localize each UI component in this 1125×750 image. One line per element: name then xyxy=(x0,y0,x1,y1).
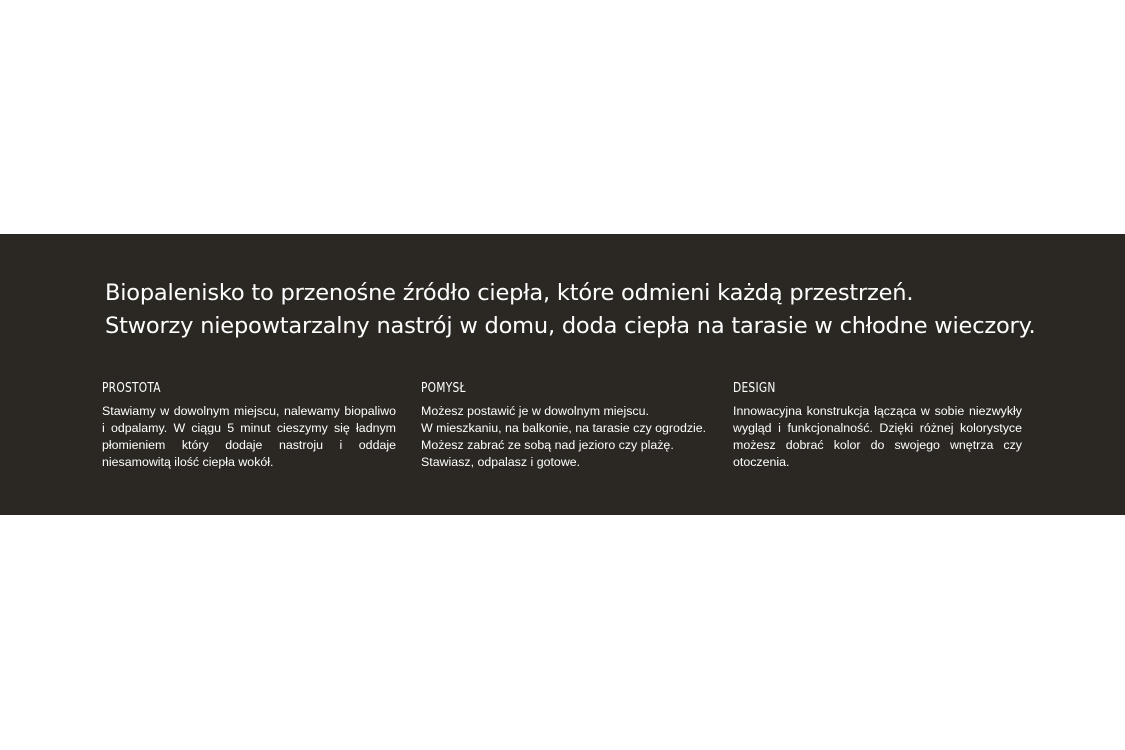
feature-title: POMYSŁ xyxy=(421,381,466,396)
headline-line-2: Stworzy niepowtarzalny nastrój w domu, doda ciepła na tarasie w chłodne wieczory. xyxy=(105,313,1036,339)
feature-text-line: W mieszkaniu, na balkonie, na tarasie czy ogrodzie. xyxy=(421,421,707,435)
feature-text: Innowacyjna konstrukcja łącząca w sobie niezwykły wygląd i funkcjonalność. Dzięki różnej kolorystyce możesz dobrać kolor do swojego wnętrza czy otoczenia. xyxy=(733,404,1022,469)
feature-prostota xyxy=(102,381,396,471)
feature-text: Stawiamy w dowolnym miejscu, nalewamy biopaliwo i odpalamy. W ciągu 5 minut cieszymy się ładnym płomieniem który dodaje nastroju i oddaje niesamowitą ilość ciepła wokół. xyxy=(102,404,396,469)
feature-text-line: Możesz postawić je w dowolnym miejscu. xyxy=(421,404,649,418)
feature-text-line: Stawiasz, odpalasz i gotowe. xyxy=(421,455,581,469)
feature-text-line: Możesz zabrać ze sobą nad jezioro czy plażę. xyxy=(421,438,674,452)
feature-text xyxy=(421,403,715,471)
feature-pomysl xyxy=(421,381,715,471)
feature-design xyxy=(733,381,1022,471)
feature-title: DESIGN xyxy=(733,381,776,396)
headline xyxy=(105,277,1065,343)
feature-title: PROSTOTA xyxy=(102,381,161,396)
headline-line-1: Biopalenisko to przenośne źródło ciepła, które odmieni każdą przestrzeń. xyxy=(105,280,914,306)
dark-banner xyxy=(0,234,1125,515)
